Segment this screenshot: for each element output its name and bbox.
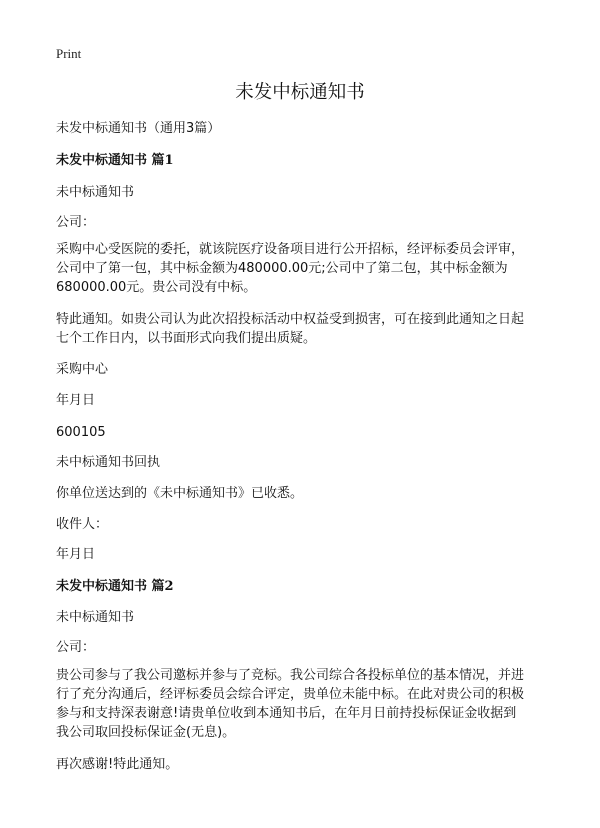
section1-paragraph-2 [56, 310, 566, 348]
section2-addressee: 公司： [56, 640, 96, 655]
paragraph-line: 680000.00元。贵公司没有中标。 [56, 280, 257, 295]
paragraph-line: 贵公司参与了我公司邀标并参与了竞标。我公司综合各投标单位的基本情况，并进 [56, 668, 525, 683]
paragraph-line: 我公司取回投标保证金(无息)。 [56, 725, 236, 740]
section1-paragraph-1 [56, 240, 566, 297]
section1-doc-name: 未中标通知书 [56, 185, 135, 200]
section2-closing: 再次感谢!特此通知。 [56, 757, 179, 772]
paragraph-line: 行了充分沟通后，经评标委员会综合评定，贵单位未能中标。在此对贵公司的积极 [56, 687, 525, 702]
paragraph-line: 采购中心受医院的委托，就该院医疗设备项目进行公开招标，经评标委员会评审， [56, 242, 525, 257]
paragraph-line: 七个工作日内，以书面形式向我们提出质疑。 [56, 331, 317, 346]
paragraph-line: 公司中了第一包，其中标金额为480000.00元;公司中了第二包，其中标金额为 [56, 261, 508, 276]
document-title: 未发中标通知书 [235, 82, 365, 103]
section1-number: 600105 [56, 425, 106, 440]
receipt-text: 你单位送达到的《未中标通知书》已收悉。 [56, 486, 304, 501]
paragraph-line: 特此通知。如贵公司认为此次招投标活动中权益受到损害，可在接到此通知之日起 [56, 312, 525, 327]
document-subtitle: 未发中标通知书（通用3篇） [56, 121, 221, 136]
paragraph-line: 参与和支持深表谢意!请贵单位收到本通知书后，在年月日前持投标保证金收据到 [56, 706, 517, 721]
section2-paragraph-1 [56, 666, 566, 742]
section1-addressee: 公司： [56, 215, 96, 230]
section1-heading: 未发中标通知书 篇1 [56, 153, 174, 168]
receipt-receiver: 收件人： [56, 517, 109, 532]
section2-doc-name: 未中标通知书 [56, 610, 135, 625]
section1-date: 年月日 [56, 393, 96, 408]
print-link[interactable]: Print [56, 46, 82, 61]
section2-heading: 未发中标通知书 篇2 [56, 579, 174, 594]
receipt-date: 年月日 [56, 547, 96, 562]
section1-signer: 采购中心 [56, 362, 109, 377]
receipt-title: 未中标通知书回执 [56, 455, 161, 470]
